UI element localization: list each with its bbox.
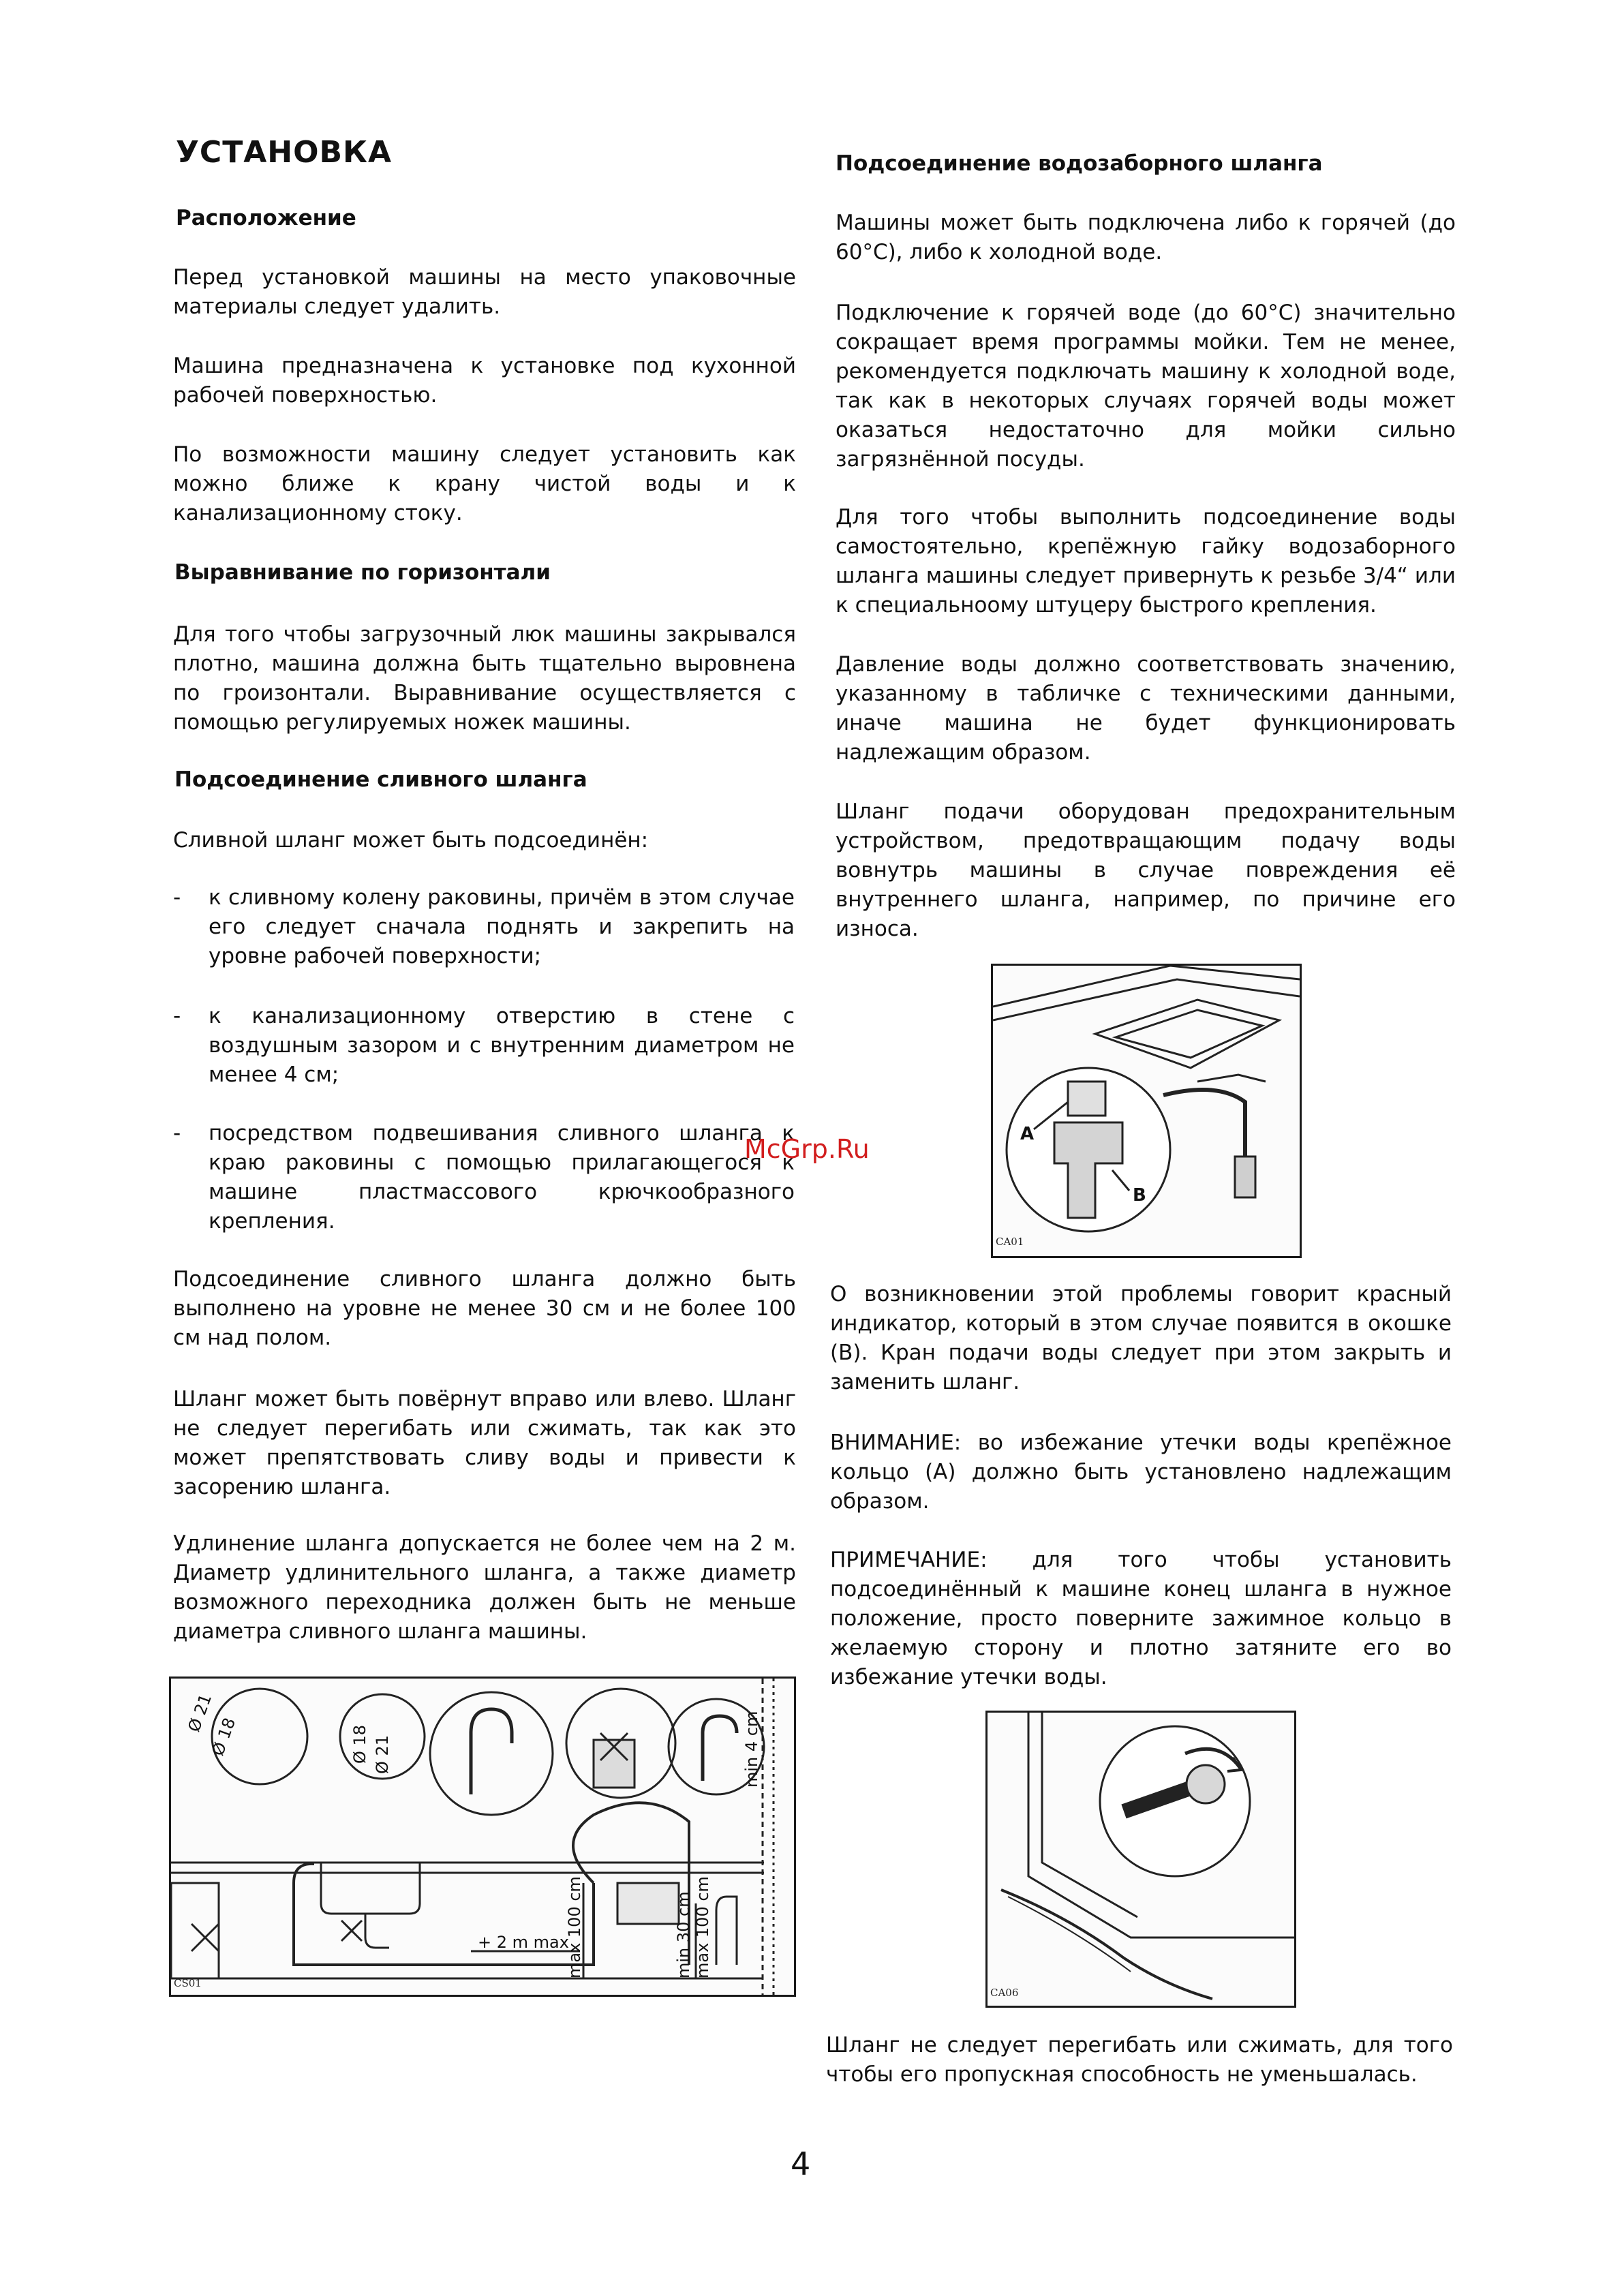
heading-drain: Подсоединение сливного шланга [174, 767, 587, 792]
label-a: A [1020, 1124, 1035, 1144]
label-max100a: max 100 cm [565, 1876, 584, 1978]
figure-code: CA06 [990, 1987, 1019, 1999]
pipe [1197, 1075, 1266, 1082]
drain-diagram-svg [171, 1679, 794, 1995]
figure-code: CS01 [174, 1977, 202, 1989]
hose [1001, 1890, 1212, 1999]
wall-outlet [617, 1883, 679, 1924]
valve-top [1068, 1082, 1105, 1116]
clamp-ring [1187, 1765, 1225, 1803]
drain-turn-p: Шланг может быть повёрнут вправо или влево. Шланг не следует перегибать или сжимать, так как это может препятствовать сливу воды и привести к засорению шланга. [173, 1387, 796, 1499]
inlet-p5: Шланг подачи оборудован предохранительным устройством, предотвращающим подачу воды вовнутрь машины в случае повреждения её внутреннего шланга, например, по причине его износа. [836, 799, 1456, 941]
inlet-p4: Давление воды должно соответствовать значению, указанному в табличке с техническими данными, иначе машина не будет функционировать надлежащим образом. [836, 652, 1456, 765]
label-min4: min 4 cm [742, 1711, 761, 1788]
label-max2m: + 2 m max [478, 1933, 569, 1952]
drain-intro: Сливной шланг может быть подсоединён: [173, 828, 649, 853]
label-d18b: Ø 18 [350, 1724, 369, 1764]
drain-bullet-3 [173, 1119, 795, 1239]
inlet-p2: Подключение к горячей воде (до 60°С) значительно сокращает время программы мойки. Тем не менее, рекомендуется подключать машину к холодной воде, так как в некоторых случаях горячей воды может оказаться недостаточно для мойки сильно загрязнённой посуды. [836, 301, 1456, 472]
label-b: B [1133, 1185, 1146, 1206]
heading-location: Расположение [176, 206, 356, 230]
hose-shadow [1008, 1897, 1131, 1972]
drain-extend-p: Удлинение шланга допускается не более чем на 2 м. Диаметр удлинительного шланга, а также диаметр возможного переходника должен быть не меньше диаметра сливного шланга машины. [173, 1531, 796, 1644]
inlet-p8: ПРИМЕЧАНИЕ: для того чтобы установить подсоединённый к машине конец шланга в нужное положение, просто поверните зажимное кольцо в желаемую сторону и плотно затяните его во избежание утечки воды. [830, 1548, 1452, 1689]
drain-height-p: Подсоединение сливного шланга должно быть выполнено на уровне не менее 30 см и не более 100 см над полом. [173, 1267, 796, 1350]
standpipe [716, 1897, 737, 1965]
sink-inner [1116, 1010, 1262, 1058]
leveling-p1: Для того чтобы загрузочный люк машины закрывался плотно, машина должна быть тщательно выровнена по гроизонтали. Выравнивание осуществляется с помощью регулируемых ножек машины. [173, 622, 796, 735]
bullet-dash: - [173, 885, 181, 910]
hose [1163, 1090, 1245, 1170]
hose-connection-illustration [985, 1711, 1296, 2008]
page-number: 4 [791, 2145, 811, 2182]
label-min30: min 30 cm [674, 1891, 693, 1978]
heading-leveling: Выравнивание по горизонтали [174, 560, 551, 585]
inlet-p9: Шланг не следует перегибать или сжимать, для того чтобы его пропускная способность не уменьшалась. [826, 2033, 1453, 2087]
hook-shape [471, 1709, 512, 1794]
inlet-p1: Машины может быть подключена либо к горячей (до 60°С), либо к холодной воде. [836, 211, 1456, 264]
drain-bullet-text: к сливному колену раковины, причём в этом случае его следует сначала поднять и закрепить на уровне рабочей поверхности; [209, 885, 795, 968]
sink-trap [365, 1914, 389, 1948]
location-p2: Машина предназначена к установке под кухонной рабочей поверхностью. [173, 354, 796, 408]
label-max100b: max 100 cm [693, 1876, 712, 1978]
inlet-p6: О возникновении этой проблемы говорит красный индикатор, который в этом случае появится в окошке (В). Кран подачи воды следует при этом закрыть и заменить шланг. [830, 1282, 1452, 1394]
page-title: УСТАНОВКА [176, 135, 393, 170]
valve-fitting [1235, 1157, 1255, 1197]
valve-diagram-svg [993, 966, 1300, 1256]
label-d18a: Ø 18 [208, 1715, 240, 1759]
heading-inlet: Подсоединение водозаборного шланга [836, 151, 1323, 176]
label-d21b: Ø 21 [373, 1734, 392, 1774]
location-p1: Перед установкой машины на место упаковочные материалы следует удалить. [173, 265, 796, 319]
drain-bullet-2 [173, 1002, 795, 1090]
hook-shape [703, 1716, 737, 1781]
figure-code: CA01 [996, 1236, 1024, 1248]
location-p3: По возможности машину следует установить как можно ближе к крану чистой воды и к канализационному стоку. [173, 442, 796, 525]
drain-bullet-text: к канализационному отверстию в стене с воздушным зазором и с внутренним диаметром не менее 4 см; [209, 1004, 795, 1087]
sink-basin [321, 1863, 420, 1914]
hose-diagram-svg [988, 1713, 1294, 2006]
drain-bullet-text: посредством подвешивания сливного шланга к краю раковины с помощью прилагающегося к машине пластмассового крючкообразного крепления. [209, 1121, 795, 1234]
inlet-p7: ВНИМАНИЕ: во избежание утечки воды крепёжное кольцо (А) должно быть установлено надлежащим образом. [830, 1430, 1452, 1514]
inlet-p3: Для того чтобы выполнить подсоединение воды самостоятельно, крепёжную гайку водозаборного шланга машины следует привернуть к резьбе 3/4“ или к специальноому штуцеру быстрого крепления. [836, 505, 1456, 617]
drain-bullet-1 [173, 883, 795, 972]
bullet-dash: - [173, 1004, 181, 1028]
label-d21a: Ø 21 [184, 1691, 216, 1735]
inlet-valve-illustration [991, 964, 1302, 1258]
watermark: McGrp.Ru [744, 1134, 870, 1164]
drain-hose-illustration [169, 1677, 796, 1997]
bullet-dash: - [173, 1121, 181, 1146]
